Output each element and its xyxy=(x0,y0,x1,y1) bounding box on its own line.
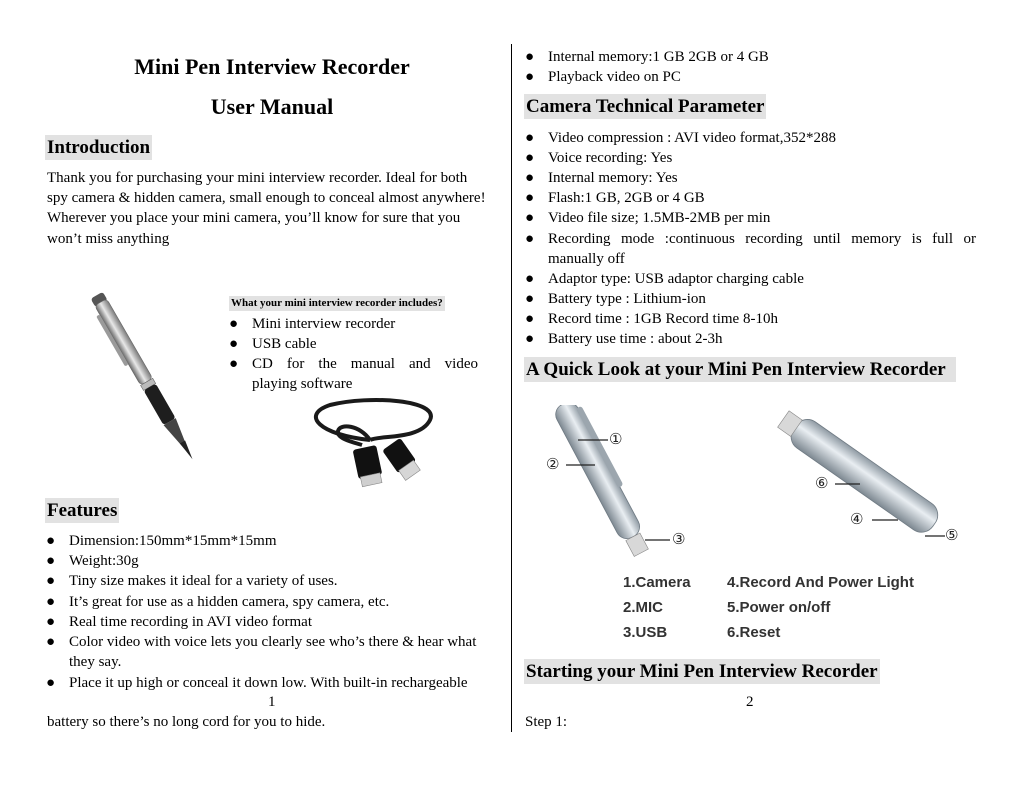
legend-power: 5.Power on/off xyxy=(727,599,831,616)
bullet-icon: ● xyxy=(525,69,535,85)
intro-heading: Introduction xyxy=(47,137,151,158)
bullet-icon: ● xyxy=(46,614,56,630)
bullet-icon: ● xyxy=(525,231,535,247)
feature-item: ● Tiny size makes it ideal for a variety of uses. xyxy=(46,573,338,589)
bullet-icon: ● xyxy=(46,553,56,569)
camera-param: ● Flash:1 GB, 2GB or 4 GB xyxy=(525,190,705,206)
legend-reset: 6.Reset xyxy=(727,624,781,641)
feature-item: ● Dimension:150mm*15mm*15mm xyxy=(46,533,277,549)
bullet-icon: ● xyxy=(525,331,535,347)
bullet-icon: ● xyxy=(229,316,239,332)
intro-line-2: spy camera & hidden camera, small enough to conceal almost anywhere! xyxy=(47,190,486,206)
camera-param: ● Record time : 1GB Record time 8-10h xyxy=(525,311,778,327)
left-last-line: battery so there’s no long cord for you to hide. xyxy=(47,714,326,730)
quicklook-heading: A Quick Look at your Mini Pen Interview Recorder xyxy=(524,357,956,382)
step-1-label: Step 1: xyxy=(525,714,568,730)
callout-4: ④ xyxy=(850,510,864,528)
legend-camera: 1.Camera xyxy=(623,574,691,591)
intro-line-4: won’t miss anything xyxy=(47,231,170,247)
bullet-icon: ● xyxy=(525,271,535,287)
bullet-icon: ● xyxy=(46,594,56,610)
feature-item: ● Weight:30g xyxy=(46,553,139,569)
title-line-2: User Manual xyxy=(210,94,334,119)
bullet-icon: ● xyxy=(229,336,239,352)
intro-line-3: Wherever you place your mini camera, you’ll know for sure that you xyxy=(47,210,461,226)
feature-item: ● Real time recording in AVI video format xyxy=(46,614,312,630)
bullet-icon: ● xyxy=(525,210,535,226)
callout-2: ② xyxy=(546,455,560,473)
pen-parts-diagram xyxy=(530,405,980,575)
feature-item: ● Place it up high or conceal it down low. With built-in rechargeable xyxy=(46,675,468,691)
bullet-icon: ● xyxy=(525,130,535,146)
feature-item-continuation: they say. xyxy=(69,654,122,670)
includes-item: ● CD for the manual and video xyxy=(229,356,478,372)
includes-item: ● USB cable xyxy=(229,336,317,352)
bullet-icon: ● xyxy=(525,291,535,307)
bullet-icon: ● xyxy=(525,311,535,327)
intro-line-1: Thank you for purchasing your mini interview recorder. Ideal for both xyxy=(47,170,468,186)
callout-5: ⑤ xyxy=(945,526,959,544)
starting-heading: Starting your Mini Pen Interview Recorder xyxy=(526,661,878,682)
includes-item-continuation: playing software xyxy=(252,376,353,392)
bullet-icon: ● xyxy=(525,170,535,186)
callout-1: ① xyxy=(609,430,623,448)
camera-param: ● Battery use time : about 2-3h xyxy=(525,331,723,347)
camera-heading: Camera Technical Parameter xyxy=(526,96,765,117)
page-divider xyxy=(511,44,512,732)
camera-param-continuation: manually off xyxy=(548,251,625,267)
legend-record-power-light: 4.Record And Power Light xyxy=(727,574,914,591)
camera-param: ● Voice recording: Yes xyxy=(525,150,673,166)
bullet-icon: ● xyxy=(229,356,239,372)
feature-item: ● Color video with voice lets you clearly see who’s there & hear what xyxy=(46,634,477,650)
bullet-icon: ● xyxy=(525,190,535,206)
legend-usb: 3.USB xyxy=(623,624,668,641)
callout-6: ⑥ xyxy=(815,474,829,492)
camera-param: ● Adaptor type: USB adaptor charging cable xyxy=(525,271,804,287)
includes-heading: What your mini interview recorder includes? xyxy=(231,297,443,309)
camera-param: ● Battery type : Lithium-ion xyxy=(525,291,706,307)
top-bullet: ● Internal memory:1 GB 2GB or 4 GB xyxy=(525,49,769,65)
bullet-icon: ● xyxy=(46,634,56,650)
bullet-icon: ● xyxy=(46,675,56,691)
feature-item: ● It’s great for use as a hidden camera, spy camera, etc. xyxy=(46,594,390,610)
camera-param: ● Recording mode :continuous recording until memory is full or xyxy=(525,231,976,247)
bullet-icon: ● xyxy=(46,573,56,589)
features-heading: Features xyxy=(47,500,118,521)
usb-cable-image xyxy=(300,395,440,490)
top-bullet: ● Playback video on PC xyxy=(525,69,681,85)
legend-mic: 2.MIC xyxy=(623,599,664,616)
camera-param: ● Internal memory: Yes xyxy=(525,170,678,186)
callout-3: ③ xyxy=(672,530,686,548)
page-number-left: 1 xyxy=(268,694,276,710)
bullet-icon: ● xyxy=(46,533,56,549)
bullet-icon: ● xyxy=(525,49,535,65)
bullet-icon: ● xyxy=(525,150,535,166)
page-number-right: 2 xyxy=(746,694,754,710)
camera-param: ● Video file size; 1.5MB-2MB per min xyxy=(525,210,771,226)
pen-image xyxy=(75,282,215,472)
title-line-1: Mini Pen Interview Recorder xyxy=(134,54,410,79)
camera-param: ● Video compression : AVI video format,352*288 xyxy=(525,130,836,146)
includes-item: ● Mini interview recorder xyxy=(229,316,396,332)
